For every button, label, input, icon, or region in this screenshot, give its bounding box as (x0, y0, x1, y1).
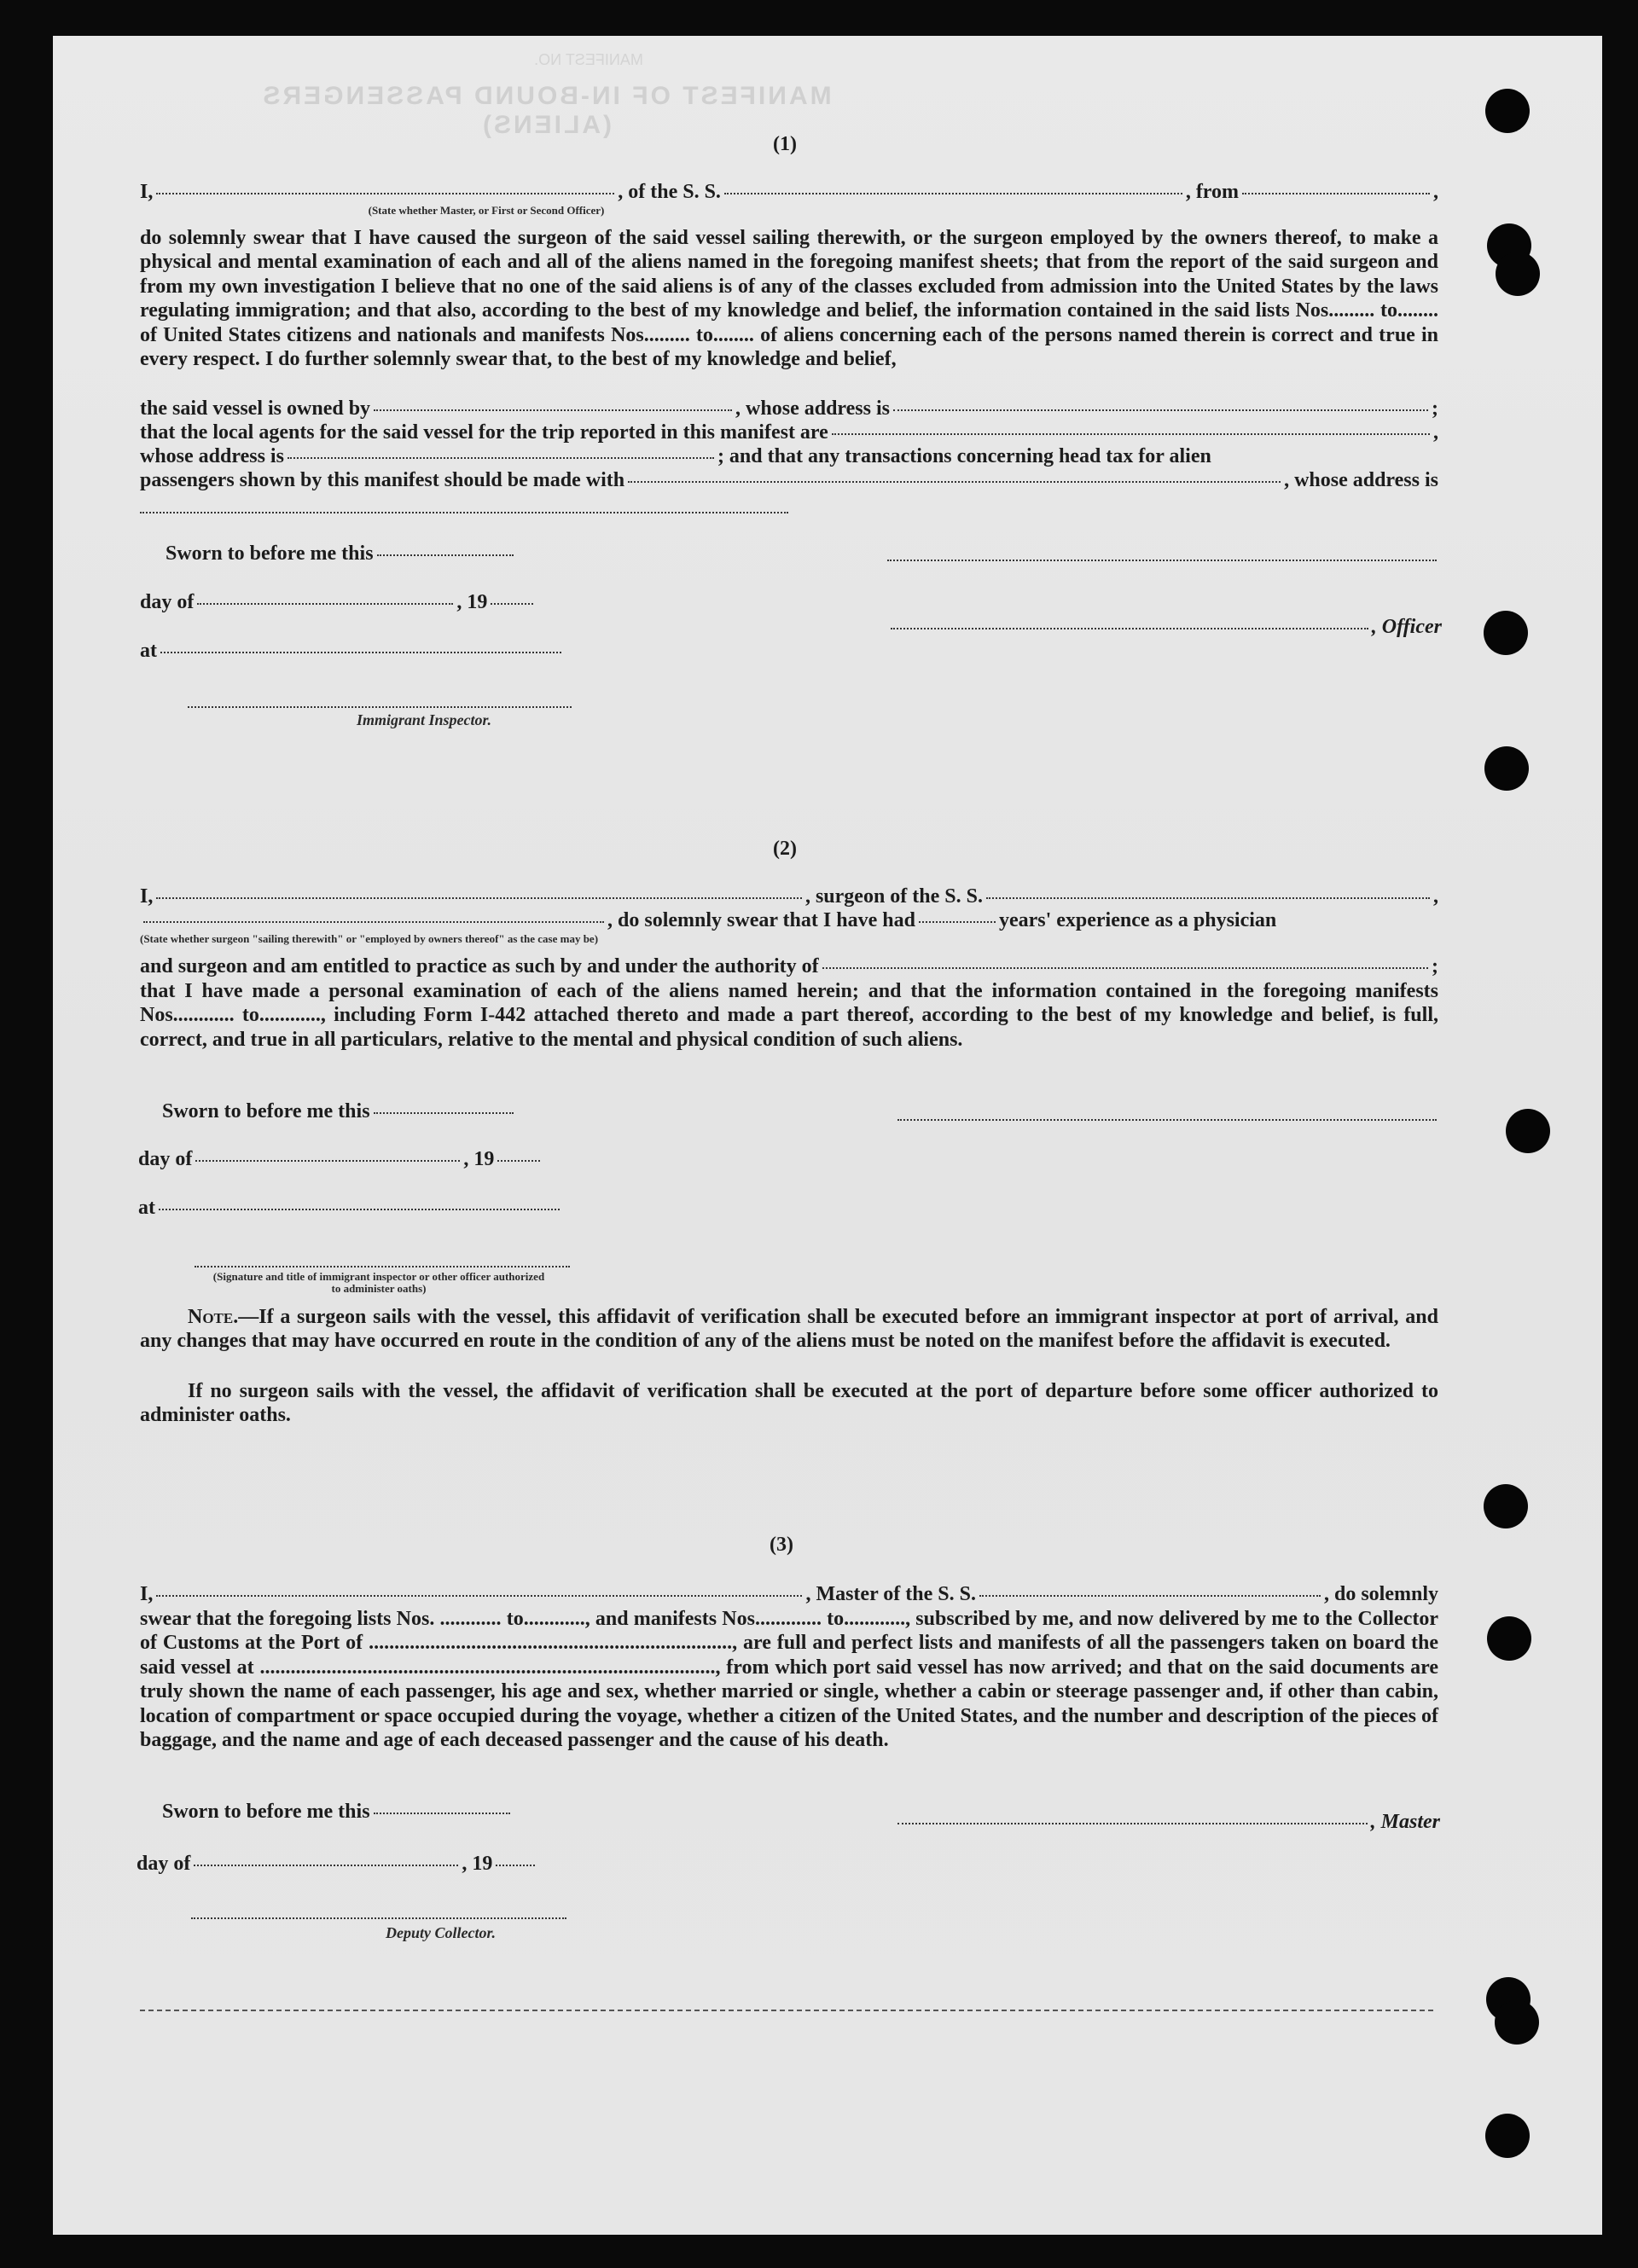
s2-years-blank[interactable] (919, 921, 996, 923)
s1-ship-blank[interactable] (724, 193, 1182, 194)
s2-note-body: —If a surgeon sails with the vessel, this affidavit of verification shall be executed before an immigrant inspector at port of arrival, and any changes that may have occurred en route in the condition of any of the aliens must be noted on the manifest before the affidavit is executed. (140, 1306, 1438, 1353)
s1-inspector-caption: Immigrant Inspector. (357, 711, 492, 728)
punch-hole (1506, 1109, 1550, 1153)
s1-owned-line: the said vessel is owned by , whose address is ; (140, 397, 1438, 420)
s2-authority-blank[interactable] (822, 967, 1428, 969)
s3-sworn-date-blank[interactable] (374, 1813, 510, 1814)
s2-sig-caption: (Signature and title of immigrant inspector or other officer authorized to administer oaths) (212, 1270, 545, 1295)
s3-master-name-blank[interactable] (156, 1595, 802, 1597)
bleed-through-title: MANIFEST OF IN-BOUND PASSENGERS (ALIENS) (260, 82, 832, 139)
s1-officer-blank[interactable] (156, 193, 614, 194)
s2-ship-blank[interactable] (986, 897, 1430, 899)
punch-hole (1484, 746, 1529, 791)
bottom-rule (140, 2010, 1433, 2011)
s1-body: do solemnly swear that I have caused the surgeon of the said vessel sailing therewith, or the surgeon employed by the owners thereof, to make a physical and mental examination of each and all of the aliens named in the foregoing manifest sheets; that from the report of the said surgeon and from my own investigation I believe that no one of the said aliens is of any of the classes excluded from admission into the United States by the laws regulating immigration; and that also, according to the best of my knowledge and belief, the information contained in the said lists Nos......... to........ of United States citizens and nationals and manifests Nos......... to........ of aliens concerning each of the persons named therein is correct and true in every respect. I do further solemnly swear that, to the best of my knowledge and belief, (140, 227, 1438, 371)
s1-sworn-date-blank[interactable] (377, 554, 514, 556)
punch-hole (1487, 1616, 1531, 1661)
s2-note (140, 1305, 1438, 1354)
s2-opening-line: I, , surgeon of the S. S. , (140, 885, 1438, 908)
s2-month-blank[interactable] (195, 1160, 460, 1162)
s3-ship-blank[interactable] (979, 1595, 1321, 1597)
s2-surgeon-name-blank[interactable] (156, 897, 802, 899)
s1-headtax-blank[interactable] (628, 481, 1281, 483)
s1-officer-caption: (State whether Master, or First or Second Officer) (368, 204, 605, 217)
s2-surgeon-caption: (State whether surgeon "sailing therewith" or "employed by owners thereof" as the case may be) (140, 932, 599, 945)
s1-owner-address-blank[interactable] (893, 409, 1428, 411)
s3-collector-signature-blank[interactable] (191, 1917, 566, 1919)
section-1-number: (1) (773, 133, 797, 155)
punch-hole (1485, 2114, 1530, 2158)
section-2-number: (2) (773, 838, 797, 860)
punch-hole (1496, 252, 1540, 296)
s2-at-blank[interactable] (159, 1209, 560, 1210)
s1-officer-signature-blank[interactable] (891, 628, 1368, 629)
s2-authority-line: and surgeon and am entitled to practice as such by and under the authority of ; (140, 955, 1438, 977)
s1-agent-address-blank[interactable] (288, 457, 714, 459)
s2-note2: If no surgeon sails with the vessel, the affidavit of verification shall be executed at the port of departure before some officer authorized to administer oaths. (140, 1380, 1438, 1427)
s1-headtax-line: passengers shown by this manifest should be made with , whose address is (140, 469, 1438, 491)
s1-from: , from (1185, 181, 1240, 203)
s1-month-blank[interactable] (197, 603, 453, 605)
s1-at: at (140, 640, 565, 663)
s1-day-of: day of , 19 (140, 591, 537, 614)
s1-of-ss: , of the S. S. (618, 181, 721, 203)
s3-day-of: day of , 19 (136, 1853, 538, 1876)
s1-officer-line (887, 616, 1442, 639)
s1-inspector-signature-blank[interactable] (188, 706, 572, 708)
s2-note-label: Note. (188, 1306, 239, 1328)
s2-body: that I have made a personal examination of each of the aliens named herein; and that the information contained in the foregoing manifests Nos............ to............, including Form I-442 attached thereto and made a part thereof, according to the best of my knowledge and belief, is full, correct, and true in all particulars, relative to the mental and physical condition of such aliens. (140, 980, 1438, 1051)
section-3-number: (3) (770, 1534, 793, 1556)
s3-year-blank[interactable] (496, 1865, 535, 1866)
s1-signature-blank[interactable] (887, 560, 1437, 561)
punch-hole (1484, 1484, 1528, 1528)
s3-opening-line: I, , Master of the S. S. , do solemnly (140, 1583, 1438, 1605)
s1-agents-line: that the local agents for the said vessel for the trip reported in this manifest are , (140, 421, 1438, 444)
s1-opening-line: I, , of the S. S. , from , (140, 181, 1439, 203)
s1-headtax-address-blank[interactable] (140, 512, 788, 513)
punch-hole (1495, 2000, 1539, 2045)
s2-year-blank[interactable] (497, 1160, 540, 1162)
s1-from-blank[interactable] (1242, 193, 1430, 194)
s2-sworn-date-blank[interactable] (374, 1112, 514, 1114)
s2-at: at (138, 1197, 563, 1220)
s3-collector-caption: Deputy Collector. (386, 1924, 496, 1941)
s1-owner-blank[interactable] (374, 409, 732, 411)
s1-sworn: Sworn to before me this (166, 542, 517, 566)
s2-swear-line: , do solemnly swear that I have had years' experience as a physician (140, 909, 1438, 932)
s1-i: I, (140, 181, 154, 203)
s1-year-blank[interactable] (491, 603, 533, 605)
s2-surgeon-type-blank[interactable] (143, 921, 604, 923)
punch-hole (1485, 89, 1530, 133)
punch-hole (1484, 611, 1528, 655)
s3-month-blank[interactable] (194, 1865, 458, 1866)
s2-inspector-signature-blank[interactable] (195, 1266, 570, 1267)
s3-master-line (894, 1811, 1440, 1834)
s2-sworn: Sworn to before me this (162, 1100, 517, 1123)
s1-agents-blank[interactable] (832, 433, 1430, 435)
s2-day-of: day of , 19 (138, 1148, 543, 1171)
s1-at-blank[interactable] (160, 652, 561, 653)
s1-officer-label: , Officer (1371, 616, 1442, 638)
s3-sworn: Sworn to before me this (162, 1801, 514, 1824)
s3-master-signature-blank[interactable] (897, 1823, 1368, 1824)
bleed-through-manifest-no: MANIFEST NO. (534, 51, 643, 68)
s1-agent-address-line: whose address is ; and that any transactions concerning head tax for alien (140, 445, 1211, 467)
s3-master-label: , Master (1370, 1811, 1440, 1833)
s3-body: swear that the foregoing lists Nos. ............ to............, and manifests Nos............. to............, subscribed by me, and now delivered by me to the Collector of Customs at the Port of ......................................................................., are full and perfect lists and manifests of all the passengers taken on board the said vessel at ........................................................................................., from which port said vessel has now arrived; and that on the said documents are truly shown the name of each passenger, his age and sex, whether married or single, whether a cabin or steerage passenger and, if other than cabin, location of compartment or space occupied during the voyage, whether a citizen of the United States, and the number and description of the pieces of baggage, and the name and age of each deceased passenger and the cause of his death. (140, 1608, 1438, 1752)
s2-signature-blank[interactable] (897, 1119, 1437, 1121)
